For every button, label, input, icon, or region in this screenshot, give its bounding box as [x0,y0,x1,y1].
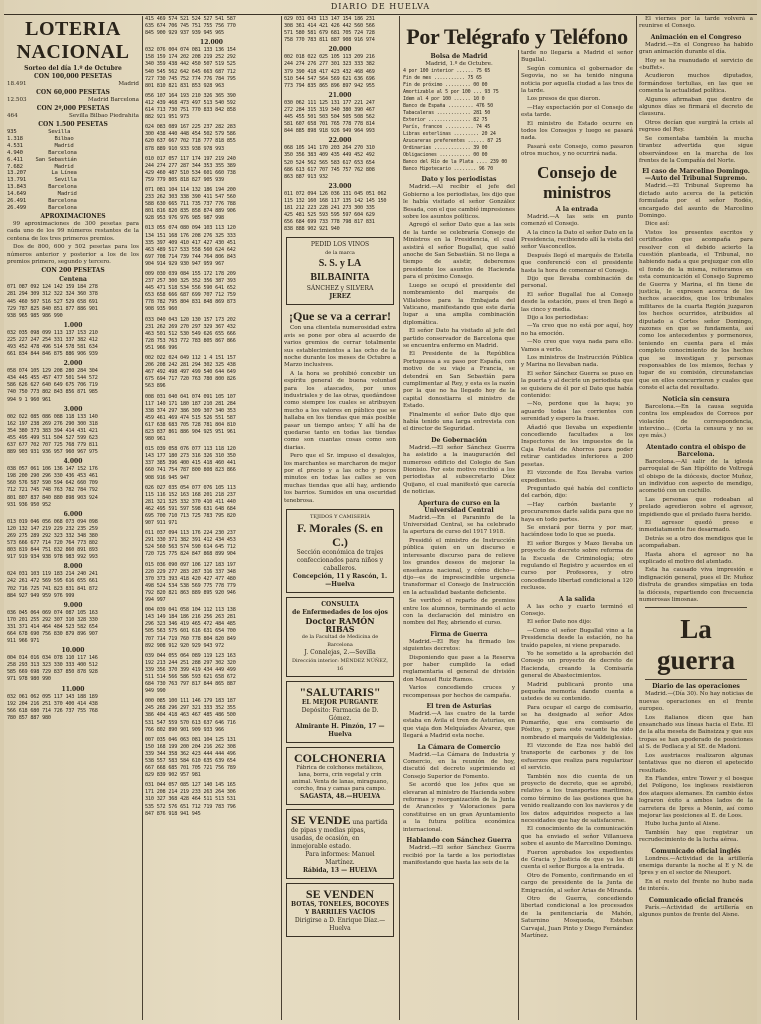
lottery-title: LOTERIA NACIONAL [16,18,130,63]
number-block: 024 031 103 119 183 214 240 241 242 261 472 569 595 616 655 661 702 716 725 741 823 831 841 872 884 927 949 959 976 999 [7,571,98,599]
paragraph: El señor Burgos y Mazo llevaba un proyecto de decreto sobre reforma de la Escuela de Criminología; otro regulando el Registro y acuerdos en el curso por Profesores, y otro concediendo libertad condicional a 120 reclusos. [521,540,633,592]
number-block: 013 055 074 080 094 103 113 120 134 151 168 176 208 276 325 333 335 397 409 410 417 427 430 451 463 489 517 533 558 560 624 642 697 708 714 739 744 764 806 843 904 914 929 930 947 959 967 [145,225,236,267]
paragraph: Acudieron muchos diputados, formándose tertulias, en las que se comenta la actualidad política. [639,73,753,95]
article-body [639,691,753,844]
article-heading: Animación en el Congreso [650,33,742,41]
paragraph: Madrid.—El señor Sánchez Guerra recibió por la tarde a los periodistas manifestando que hasta las seis de la [403,845,515,866]
number-block: 011 037 094 113 176 224 230 237 291 330 371 382 391 412 434 453 524 560 563 574 590 614 645 712 720 725 775 824 847 868 899 904 [145,530,236,558]
paragraph: Yo he sometido a la aprobación del Consejo un proyecto de decreto de Hacienda, creando la Comisaría general de Abastecimientos. [521,651,633,680]
article-heading: De Gobernación [431,436,487,444]
ad-brand: SE VENDE [291,813,351,828]
number-block: 007 035 046 063 081 104 125 131 150 168 199 200 204 216 262 308 339 344 358 362 423 444 444 496 538 557 583 584 610 635 639 654 667 668 685 701 705 721 756 789 829 839 902 957 981 [145,736,236,779]
article-title: ¡Que se va a cerrar! [289,309,391,324]
section-label: 12.000 [200,39,223,47]
paragraph: Después llegó el marqués de Estella que conferenció con el presidente hasta la hora de comenzar el Consejo. [521,252,633,274]
ad-brand: COLCHONERIA [293,751,386,766]
article-heading: La Cámara de Comercio [417,743,501,751]
newspaper-page [4,0,757,1024]
paragraph: —Ya creo que no está por aquí, hoy no ha emoción. [521,323,633,337]
article-body [521,50,633,159]
section-title: Por Telégrafo y Teléfono [406,24,628,49]
prize-list: 935 Sevilla 1.318 Bilbao 4.531 Madrid 4.940 Barcelona 6.411 San Sebastián 7.682 Madrid 13.207 La Línea 13.791 Sevilla 13.843 Barcelona 14.649 Madrid 26.491 Barcelona 26.499 Barcelona [7,129,77,211]
paragraph: Se verificó el reparto de premios entre los alumnos, terminando el acto con la declaración del ministro en nombre del Rey, abriendo el curso. [403,598,515,627]
article-heading: Bolsa de Madrid [430,53,488,60]
paragraph: Pero que el Sr. impuso el desalojos, los marchantes se marcharon de mejor por el precio y a las ocho y pocos minutos en todas las calles se ven muchas tiendas que allí hay, ardiendo los barrios. Sumidos en una oscuridad tenebrosa. [284,453,396,504]
paragraph: Se acordó que los jefes que se elevaran al ministro de Hacienda sobre reformas y reorganización de la Junta de Aranceles y Valoraciones para constituirse en un gran Ayuntamiento a la futura política económica internacional. [403,782,515,833]
paragraph: Pasará este Consejo, como pasaron otros muchos, y no ocurrirá nada. [521,143,633,158]
prize-city: Sevilla Bilbao Piedrahita [69,113,139,119]
paragraph: Detrás se a otro dos mendigos que le acompañaban. [639,535,753,550]
column-rule [281,16,282,1020]
article-body [639,16,753,31]
paragraph: 99 aproximaciones de 300 pesetas para cada uno de los 99 números restantes de la centena de los tres primeros premios. [7,220,139,242]
number-block: 000 085 100 111 146 179 183 187 245 268 296 297 321 333 352 355 386 404 418 463 467 485 486 500 531 547 559 570 613 637 646 716 766 802 890 901 909 933 966 [145,698,236,733]
paragraph: Madrid.—El Tribunal Supremo ha dictado auto acerca de la petición formulada por el señor Rodés, encargado del asunto de Marcelino Domingo. [639,183,753,219]
number-block: 058 074 105 129 208 280 284 304 434 445 455 457 477 501 544 572 586 626 627 640 649 675 706 719 740 750 773 802 843 856 871 985 994 9 1 960 961 [7,368,98,403]
prize-city: Madrid [118,81,139,87]
paragraph: El Presidente de la República Portuguesa a su paso por España, con motivo de su viaje a Francia, se detendrá en San Sebastián para cumplimentar al Rey, y esta es la razón por la que no ha llegado hoy de la capital donostiarra el ministro de Estado. [403,351,515,410]
prize-number: 464 [7,113,18,119]
paragraph: El señor Bugallal fue al Consejo desde la estación, pues el tren llegó a las cinco y media. [521,291,633,313]
number-block: 039 044 055 064 089 119 123 163 192 213 244 251 288 297 302 320 339 356 370 399 419 434 449 499 511 514 566 586 593 621 658 672 684 730 763 797 817 844 865 887 949 990 [145,652,236,695]
paragraph: Madrid.—El Rey ha firmado los siguientes decretos: [403,638,515,653]
paragraph: Otro de Fomento, confirmando en el cargo de presidente de la Junta de Emigración, al señor Arias de Miranda. [521,872,633,894]
paragraph: Los presos de que dieron. [527,96,601,103]
paragraph: El ministro de Estado ocurre en todos los Consejos y luego se pasará nada. [521,120,633,142]
prize-row [7,81,139,88]
news-column-1 [403,50,515,1020]
paragraph: Finalmente el señor Dato dijo que había tenido una larga entrevista con el director de Seguridad. [403,411,515,433]
paragraph: Los italianos dicen que han ensanchado sus líneas hacia el Este. El de la alta meseta de Bainsizza y que sus tropas se han apoderado de posiciones al S. de Podlaca y al SE. de Madoni. [639,714,753,751]
divider [645,679,747,680]
paragraph: Se comentaba también la mucha tirantez advertida que sigue observándose en la marcha de los frentes de la Compañía del Norte. [639,135,753,164]
article-body [284,325,396,505]
paragraph: Para ocupar el cargo de comisario, se ha designado al señor Ados Pumariño, que era comisario de Pósitos, y para este vacante ha sido nombrado el marqués de Valdeiglesias. [521,704,633,741]
prize-heading: CON 2º,000 PESETAS [36,105,110,112]
number-block: 068 105 141 170 203 264 270 310 350 356 383 409 435 449 452 492 520 524 562 565 583 617 653 654 686 613 617 707 745 757 762 808 863 887 913 932 [284,145,375,180]
paragraph: Londres.—Actividad de la artillería enemiga durante la noche al E y N. de Ipres y en el sector de Nieuport. [639,855,753,877]
article-body [403,445,515,497]
section-label: 21.000 [328,91,352,99]
paragraph: Dijo a los periodistas: [527,314,589,321]
ad-brand: F. Morales (S. en C.) [297,521,383,550]
ad-brand: Doctor RAMÓN RIBAS [305,616,375,635]
eye-doctor-ad [286,597,394,677]
paragraph: Hasta ahora el agresor no ha explicado el motivo del atentado. [639,551,753,565]
number-block: 002 022 085 086 088 118 133 140 162 197 238 269 276 290 300 318 354 380 373 383 394 414 431 421 455 495 499 511 504 527 599 623 637 677 702 707 725 768 779 811 889 903 931 936 957 960 967 975 [7,413,98,456]
approx-text [7,221,139,266]
paragraph: Añadió que llevaba un expediente concediendo facultades a los Inspectores de los impuestos de la Caja Postal de Ahorros para poder retirar cantidades inferiores a 200 pesetas. [521,424,633,468]
number-block: 026 027 035 054 077 076 105 113 115 116 152 163 168 201 218 237 281 321 325 332 370 410 411 440 462 495 591 597 598 631 648 684 695 700 710 713 725 783 795 820 907 911 971 [145,484,236,527]
section-label: 2.000 [63,360,83,368]
number-block: 033 040 043 120 130 157 173 202 231 262 269 270 297 329 367 432 463 501 512 530 549 626 655 666 728 753 763 772 783 805 867 866 951 966 996 [145,316,236,351]
article-heading: Noticia sin censura [662,395,730,403]
lottery-column [7,16,139,1020]
mattress-ad [286,747,394,805]
paragraph: Madrid.—El señor Sánchez Guerra ha asistido a la inauguración del numeroso edificio del Colegio de San Dionisio. Por este motivo recibió a los periodistas al subsecretario Díez Quijano, el cual manifestó que carecía de noticias. [403,444,515,496]
column-rule [142,16,143,1020]
article-body [403,845,515,867]
paragraph: tarde no llegaría a Madrid el señor Bugallal. [521,50,633,64]
number-block: 015 039 058 076 077 113 118 120 143 177 180 273 316 326 310 350 337 385 396 400 415 418 460 441 660 741 754 787 800 808 823 866 908 916 945 947 [145,446,236,481]
number-block: 015 036 090 097 106 127 183 197 220 229 277 283 287 316 337 348 370 373 393 418 420 427 477 480 498 524 534 538 569 775 778 779 792 820 821 863 889 895 920 946 994 997 [145,561,236,604]
paragraph: También hay que registrar un recrudecimiento de la lucha aérea. [639,829,753,844]
number-block: 011 072 094 126 036 131 045 051 062 115 132 160 168 117 135 142 145 150 181 212 223 228 241 273 300 335 425 481 525 593 595 597 604 629 656 684 699 733 778 798 817 831 838 888 902 921 940 [284,190,387,233]
paragraph: Madrid.—(Día 30). No hay noticias de nuevas operaciones en el frente europeo. [639,691,753,713]
section-label: 20.000 [328,46,352,54]
paragraph: Luego se ocupó el presidente del nombramiento del marqués de Villalobos para la Embajada del Vaticano, manifestando que este daría lugar a una amplia combinación diplomática. [403,282,515,326]
ad-line: TEJIDOS Y CAMISERÍA [310,514,370,521]
paragraph: Se enviará por tierra y por mar, haciéndose todo lo que se pueda. [521,524,633,539]
number-block: 004 039 041 058 104 112 113 138 143 149 184 186 216 256 263 281 296 323 346 419 465 472 484 485 505 563 575 601 616 631 654 700 707 714 719 760 778 804 820 849 892 908 912 920 929 943 972 [145,607,236,649]
paragraph: El viernes por la tarde volverá a reunirse el Consejo. [639,16,753,30]
ad-line: EL MEJOR PURGANTE [301,699,379,707]
paragraph: El señor Dato ha visitado al jefe del partido conservador de Barcelona que se encuentra enfermo en Madrid. [403,328,515,349]
paragraph: A las ocho y cuarto terminó el Consejo. [521,603,633,617]
paragraph: Esta ha causado viva impresión e indignación general, pues el Dr. Muñoz disfruta de grandes simpatías en toda la diócesis, repartiendo con frecuencia numerosas limosnas. [639,567,753,604]
article-heading: Atentado contra el obispo de Barcelona. [646,443,746,458]
prize-heading: CON 200 PESETAS [41,267,105,275]
paragraph: Dice así: [645,221,670,228]
paragraph: En el resto del frente no hubo nada de interés. [639,878,753,893]
number-block: 032 076 004 074 081 133 136 154 158 159 174 202 208 219 252 292 340 359 438 442 450 507 519 525 540 545 562 642 645 663 687 712 727 730 745 752 774 776 784 795 801 810 821 831 853 928 963 [145,47,236,89]
article-heading: Hablando con Sánchez Guerra [406,837,512,845]
article-body [639,856,753,894]
paragraph: Barcelona.—En la causa seguida contra los empleados de Correos por violación de correspondencia, intervino... (Corta la censura y no se oye más.) [639,403,753,440]
paragraph: —Hay expectación por el Consejo de esta tarde. [521,104,633,119]
ad-line: Dirigirse a D. Enrique Díaz.—Huelva [294,917,386,933]
paragraph: —No, perdone que la haya; yo aguardo todas las corrientes con serenidad y espero la frase. [521,401,633,423]
number-block: 002 022 024 049 112 1 4 151 157 206 208 242 281 294 302 325 438 467 492 498 497 499 540 644 649 675 694 717 720 763 780 800 826 563 896 [145,355,236,390]
paragraph: Agregó el señor Dato que a las seis de la tarde se celebraría Consejo de Ministros en la Presidencia, el cual asistirá el señor Bugallal, que salió anoche de San Sebastián. Si no llega a tiempo de asistir, deberemos presidente los asuntos de Hacienda para el próximo Consejo. [403,222,515,281]
number-block: 036 045 064 069 074 087 105 163 170 201 255 292 307 310 328 330 331 371 414 464 484 523 582 654 664 678 690 756 830 879 896 907 911 966 971 [7,609,98,645]
column-rule [636,16,637,1020]
paragraph: Según comunica el gobernador de Segovia, no se ha tenido ninguna noticia por aquella ciudad a las tres de la tarde. [521,65,633,95]
paragraph: También nos dio cuenta de un proyecto de decreto, que se aprobó, relativo a los transportes marítimos, como término de las gestiones que ha venido realizando con los navieros y de los datos adquiridos respecto a las necesidades que hay de satisfacerse. [521,773,633,824]
paragraph: Madrid.—La Cámara de Industria y Comercio, en la reunión de hoy, discutió del decreto suprimiendo el Consejo Superior de Fomento. [403,751,515,780]
paragraph: Las personas que rodeaban al prelado agredieron sobre el agresor, impidiendo que el prelado fuera herido. [639,496,753,518]
number-block: 029 031 043 113 147 154 186 231 308 361 414 421 426 442 560 566 571 580 581 679 681 705 724 728 758 770 783 811 887 908 916 974 [284,16,375,44]
paragraph: Madrid publicará pronto una pequeña memoria dando cuenta a ustedes de su contenido. [521,681,633,703]
number-block: 002 018 022 025 105 113 209 216 244 274 276 277 301 323 333 382 379 390 418 417 423 432 468 469 510 544 547 564 569 621 636 696 773 794 835 865 896 897 942 955 [284,54,375,89]
paragraph: El vizconde de Eza nos habló del transporte de carbones y de los esfuerzos que realiza para regularizar el servicio. [521,742,633,772]
telegraph-header [402,18,632,54]
article-body [639,404,753,441]
number-block: 032 061 062 095 117 143 188 189 192 204 216 251 370 400 414 438 566 618 680 714 726 737 755 768 780 857 887 980 [7,693,98,721]
number-block: 024 083 089 167 225 237 282 283 300 438 440 448 454 502 579 586 620 637 667 702 718 777 818 855 878 889 910 933 938 978 993 [145,124,236,152]
column-rule [518,50,519,1020]
paragraph: —Como el señor Bugallal vino a la Presidencia desde la estación, no ha traído papeles, ni viene preparado. [521,627,633,649]
number-block: 032 035 098 099 113 137 153 210 225 227 247 254 331 337 382 412 493 452 478 496 514 578 581 634 661 834 844 846 875 886 906 939 [7,329,98,358]
ad-line: J. Conalejas, 2.—Sevilla [304,649,376,657]
section-label: 9.000 [63,601,83,609]
prize-number: 18.491 [7,81,27,87]
number-block: 008 031 040 041 074 091 105 107 117 140 171 180 187 210 281 284 338 374 297 386 309 307 340 353 459 461 469 474 515 526 551 587 617 638 683 705 728 781 804 810 823 837 861 886 904 925 951 961 980 961 [145,393,236,443]
paragraph: Dijo que llevaba combinación de personal. [521,275,633,290]
ad-line: de la marca [325,250,355,257]
ad-line: SÁNCHEZ y SILVERA [306,285,374,293]
ad-line: una partida de pipas y medias pipas, usadas, de ocasión, en inmejorable estado. [291,819,388,851]
paragraph: Dos de 800, 600 y 502 pesetas para los números anterior y posterior a los de los premios primero, segundo y tercero. [7,244,139,265]
paragraph: Hoy se ha reanudado el servicio de «buffet». [639,57,753,72]
section-label: 3.000 [63,405,83,413]
article-body [403,184,515,433]
for-sale-ad [286,809,394,879]
paragraph: Madrid.—A las seis en punto comenzó el Consejo. [521,213,633,228]
ad-line: BOTAS, TONELES, BOCOYES Y BARRILES VACÍOS [291,901,389,917]
paragraph: —No creo que vaya nada para ello. Vamos a verlo. [521,339,633,353]
prize-heading: CON 100,000 PESETAS [34,73,112,80]
number-block: 004 014 016 034 078 110 117 146 258 293 313 323 330 333 400 512 585 669 698 729 837 850 878 928 971 978 980 990 [7,655,98,683]
article-body [403,515,515,628]
section-label: Centena [59,276,87,284]
paragraph: El conocimiento de la comunicación que ha enviado el señor Villanueva sobre el asunto de Marcelino Domingo. [521,826,633,848]
paragraph: Los ministros de Instrucción Pública y Marina no llevaban nada. [521,355,633,369]
ad-line: Almirante H. Pinzón, 17 — Huelva [295,723,385,739]
prize-number: 12.503 [7,97,27,103]
paragraph: Con una clientela numerosidad extra avis se pone por obra al acuerdo de varios gremios de cerrar totalmente sus establecimientos a las ocho de la noche durante los meses de Octubre a Marzo inclusives. [284,325,396,369]
prize-row [7,113,139,120]
paragraph: Madrid.—En el Congreso ha habido gran animación durante el día. [639,41,753,56]
article-body [639,459,753,605]
number-block: 009 030 039 084 155 172 178 209 237 257 300 325 352 356 387 393 445 471 518 534 556 590 641 652 653 658 666 687 699 707 712 759 778 782 795 804 831 848 869 873 908 935 960 [145,271,236,313]
number-block: 031 044 057 085 127 140 145 165 171 208 214 219 233 263 264 306 310 327 368 428 464 511 513 531 535 572 576 651 712 719 783 796 847 876 918 941 945 [145,782,236,817]
paragraph: Madrid.—Al recibir el jefe del Gobierno a los periodistas, les dijo que le había visitado el señor González Besada, con el que cambió impresiones sobre los asuntos políticos. [403,184,515,221]
dateline: Madrid, 1.º de Octubre. [425,61,493,67]
ad-line: JEREZ [329,293,351,301]
article-body [521,604,633,941]
paragraph: Otro de Guerra, concediendo libertad condicional a los procesados de la penitenciaría de Mahón, Saturnino Mosqueda, Esteban Carvajal, Juan Pinto y Diego Fernández Martínez. [521,896,633,940]
ad-line: de la Facultad de Medicina de Barcelona [301,634,379,649]
number-block: 010 017 057 117 174 197 219 240 244 274 277 287 344 353 355 389 429 460 487 510 534 601 660 738 759 779 805 818 827 905 939 [145,155,236,183]
paragraph: Vistos los presentes escritos y certificados que acompaña para resolver con el debido acierto la cuestión planteada, el Tribunal, no habiendo nada a que prejuzgar con ello el fondo de la misma, reiteramos en esta comunicación el Consejo Supremo de Guerra y Marina, el fin tiene de justicia, le expresen acerca de los hechos acaecidos, que los tribunales militares de la cuarta Región juzgaron los hechos ocurridos, atribuidos al diputado a Cortes señor Domingo, razones en que se fundamenta, así como los antecedentes y pormenores, teniendo en cuenta para el más completo conocimiento de los hechos que se investigan y personas responsables de los mismos, fechas y lugar de su comisión, circunstancias que en ellos concurrieron y cuales que conste el acta del resultado. [639,229,753,392]
stock-table: 4 por 100 interior ...... 75 65 Fin de mes ........... 75 65 Fin de próximo ......... 00 00 Amortizable al 5 por 100 ... 93 75 Idem al 4 por 100 ...... 10 0 Banco de España ......... 476 50 Tabacaleras ............ 281 50 Exterior ............... 82 75 París, francos .......... 74 45 Libras esterlinas ......... 20 24 Azucareras preferentes ...... 87 25 Ordinarias ............. 39 00 Obligaciones ........... 00 00 Banco del Río de la Plata .... 239 00 Banco Hipotecario ........ 96 70 [403,68,507,173]
ad-brand: "SALUTARIS" [299,685,381,700]
section-title: La guerra [657,614,735,676]
paragraph: Algunos afirmaban que dentro de algunos días se firmará el decreto de clausura. [639,96,753,118]
number-block: 071 087 092 124 142 159 184 278 281 294 309 312 322 324 360 378 445 460 507 516 527 529 658 691 729 787 825 840 851 877 886 901 938 965 985 986 990 [7,284,98,319]
section-label: 8.000 [63,563,83,571]
ad-line: PEDID LOS VINOS [310,241,370,249]
paragraph: Barcelona.—Al salir de la iglesia parroquial de San Hipólito de Voltregá el obispo de la diócesis, doctor Muñoz, un individuo con aspecto de mendigo, acometió con un cuchillo. [639,458,753,495]
column-rule [399,16,400,1020]
number-block: 415 469 574 521 524 527 541 587 635 674 706 745 751 755 756 770 845 900 929 937 939 945 965 [145,16,236,37]
article-heading: Comunicado oficial francés [648,896,744,904]
number-block: 038 057 061 106 136 147 152 176 198 200 290 296 330 436 453 461 560 576 587 590 594 642 660 709 712 721 745 748 763 782 784 792 801 807 837 840 880 898 903 924 931 936 950 952 [7,466,98,508]
ads-column [284,16,396,1020]
number-block: 056 107 164 193 210 326 365 390 412 439 468 473 497 513 540 592 614 713 730 751 770 833 842 858 882 921 951 973 [145,92,236,121]
paragraph: París.—Actividad de artillería en algunos puntos de frente del Aisne. [639,904,753,918]
prize-city: Madrid Barcelona [87,97,139,103]
article-heading: Diario de las operaciones [652,683,740,691]
divider [645,607,747,608]
paragraph: El vizconde de Eza llevaba varios expedientes. [521,470,633,484]
article-heading: A la entrada [555,205,599,213]
section-label: 4.000 [63,458,83,466]
article-body [639,905,753,920]
ad-line: Rábida, 13 — HUELVA [302,867,378,875]
section-title: Consejo de ministros [537,162,617,202]
ad-line: Concepción, 11 y Rascón, 1.—Huelva [292,573,388,589]
ad-line: Para informes: Manuel Martínez. [305,851,375,867]
salutaris-ad [286,681,394,743]
article-body [521,214,633,593]
paragraph: —Hay carbón bastante y procuraremos darle salida para que no haya en todo partes. [521,501,633,523]
prize-heading: CON 1.500 PESETAS [38,121,108,128]
paragraph: El agresor quedó preso e inmediatamente fue desarmado. [639,519,753,534]
paragraph: Presidió el ministro de Instrucción pública quien en un discurso e interesante discurso para de relieve los grandes deseos de mejorar la enseñanza nacional, y cómo dicho—dijo—es de imprescindible urgencia transformar el Consejo de Instrucción en la actualidad bastante deficiente. [403,537,515,596]
ad-line: Fábrica de colchones metálicos, lana, borra, crin vegetal y crin animal. Venta de lanas, miraguano, corcho, fina y camas para campo. [291,765,389,793]
paragraph: Madrid.—En el Paraninfo de la Universidad Central, se ha celebrado la apertura de curso del 1917 1918. [403,514,515,536]
number-block: 030 062 111 125 131 177 221 247 272 284 315 319 340 380 390 467 445 455 501 503 504 505 508 562 581 607 658 701 765 778 778 814 844 885 898 918 926 949 964 993 [284,99,375,135]
wine-ad [286,237,394,305]
paragraph: A la hora se prohibió concebir un espíritu general de buena voluntad para los atascados, por unos industriales y de las otras, quedándose como siempre los cuales se atribuyen mucho a los valores en público que se hallaba en los tiendas que más posible pasar un tiempo antes; Y allí ha de quedarse tanto en todas las tiendas como son cuantas cosas como son diarias. [284,370,396,451]
article-body [639,183,753,392]
prize-heading: CON 60,000 PESETAS [36,89,110,96]
paragraph: Fueron aprobados los expedientes de Gracia y Justicia de que ya les di cuenta el señor Burgos a la entrada. [521,849,633,871]
section-label: 6.000 [63,510,83,518]
article-heading: El caso de Marcelino Domingo.—Auto del Tribunal Supremo. [642,168,750,183]
section-label: 23.000 [328,182,352,190]
paragraph: A la cinco la Dato el señor Dato en la Presidencia, recibiendo allí la visita del señor Vasconcellos. [521,229,633,251]
ad-brand: S. S. y LA BILBAINITA [310,258,370,284]
paragraph: Hubo lucha junto al Aisne. [645,821,721,828]
ad-line: SAGASTA, 48.—HUELVA [299,793,381,801]
paragraph: Preguntado qué había del conflicto del carbón, dijo: [521,485,633,500]
paragraph: El señor Sánchez Guerra se puso en la puerta y al decirle un periodista que se quisiera de él por el Dato que había contenido: [521,370,633,400]
approx-heading: APROXIMACIONES [40,212,106,220]
paragraph: El señor Dato nos dijo: [527,619,592,626]
number-block: 013 019 046 056 068 073 094 098 120 132 147 219 229 232 235 259 269 275 289 292 323 332 348 380 573 666 677 714 720 764 773 802 803 819 844 751 832 860 891 893 917 919 934 938 978 983 992 993 [7,518,98,561]
paragraph: Los austriacos realizaron algunas tentativas que no dieron el apetecido resultado. [639,752,753,774]
section-label: 10.000 [61,647,85,655]
news-column-3 [639,16,753,1020]
paragraph: Varios concediendo cruces y recompensas por hechos de campaña. [403,685,515,699]
article-heading: Comunicado oficial inglés [651,847,741,855]
paragraph: En Flandes, entre Tower y el bosque del Polígono, los ingleses resistieron dos ataques alemanes. En cambio éstos lograron éxito a ambos lados de la carretera de Ipres a Menin, así como mejorar las posiciones al E. de Loos. [639,775,753,819]
section-label: 22.000 [328,137,352,145]
barrels-ad [286,883,394,937]
article-heading: Dato y los periodistas [421,176,497,184]
ad-line: Dirección interior: MÉNDEZ NÚÑEZ, 16 [292,658,388,673]
article-body [639,42,753,166]
ad-brand: SE VENDEN [305,887,375,902]
article-heading: A la salida [559,595,595,603]
article-heading: El tren de Asturias [426,703,492,710]
section-label: 11.000 [61,685,85,693]
section-label: 1.000 [63,321,83,329]
prize-row [7,97,139,104]
numbers-column [145,16,278,1020]
news-column-2 [521,50,633,1020]
article-heading: Firma de Guerra [430,630,488,638]
paragraph: Disponiendo que pase a la Reserva por haber cumplido la edad reglamentaria el general de división don Manuel Ruiz Ramos. [403,654,515,683]
article-body [403,752,515,834]
ad-line: de Enfermedades de los ojos [292,609,388,617]
article-body [403,711,515,741]
article-heading: Apertura de curso en la Universidad Central [418,499,500,514]
ad-line: Depósito: Farmacia de D. Gómez. [301,707,379,723]
draw-date: Sorteo del día 1.º de Octubre [24,65,122,72]
number-block: 071 081 104 114 132 186 194 200 233 262 303 338 390 411 547 560 588 630 665 711 735 737 776 788 801 816 820 835 858 874 889 906 928 953 976 976 985 987 998 [145,186,236,222]
ad-line: Sección económica de trajes confeccionados para niños y caballeros. [296,549,384,573]
masthead: DIARIO DE HUELVA [4,0,757,15]
paragraph: Otros decían que surgirá la crisis al regreso del Rey. [639,119,753,134]
ad-line: CONSULTA [321,601,359,609]
textile-ad [286,509,394,593]
paragraph: Madrid.—A las cuatro de la tarde estaba en Ávila el tren de Asturias, en que viaja don Melquíades Álvarez, que llegará a Madrid esta noche. [403,711,515,740]
article-body [403,639,515,700]
